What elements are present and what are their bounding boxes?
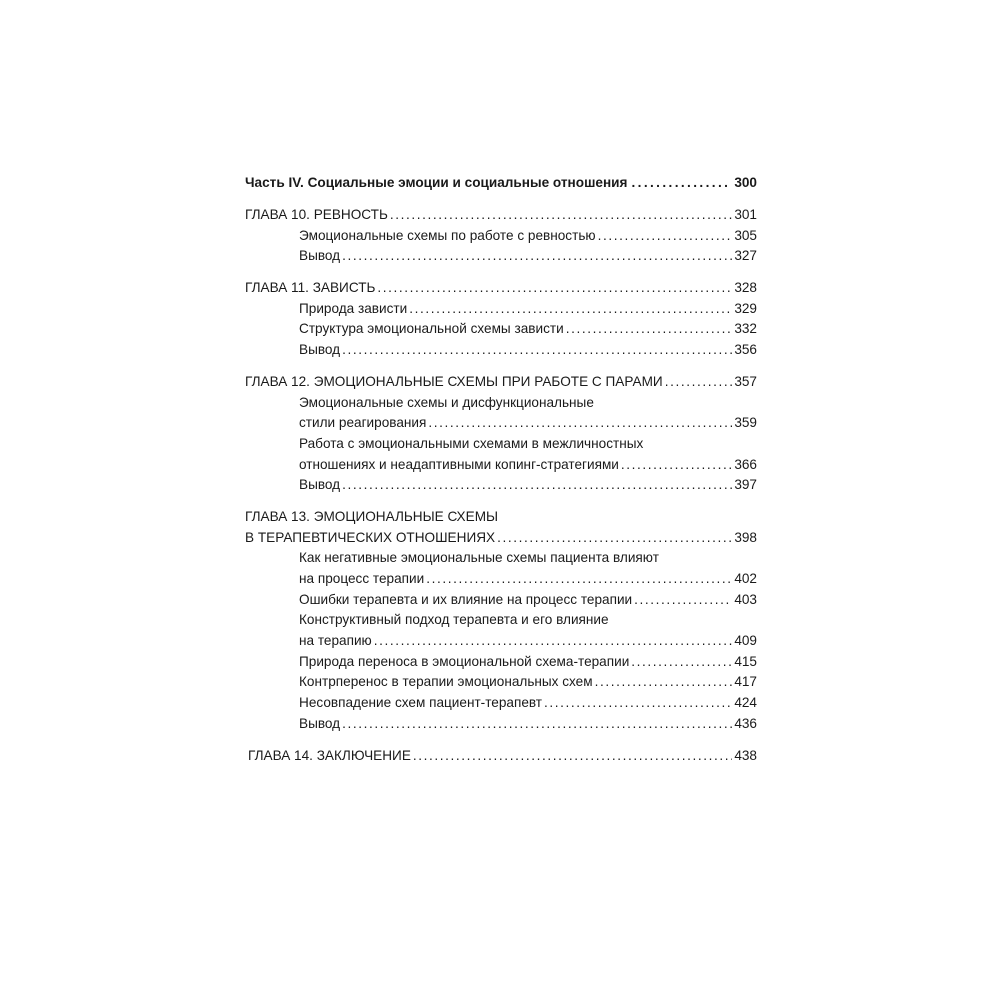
section-title: Природа переноса в эмоциональной схема-терапии xyxy=(299,653,630,669)
section-title: Вывод xyxy=(299,342,341,358)
toc-section xyxy=(245,319,757,340)
page-number: 305 xyxy=(734,227,757,243)
page-number: 403 xyxy=(734,591,757,607)
toc-section xyxy=(245,340,757,361)
dot-leader xyxy=(374,631,733,652)
page-number: 438 xyxy=(734,747,757,763)
section-title: Вывод xyxy=(299,477,341,493)
dot-leader xyxy=(497,528,732,549)
toc-chapter-13-first-line xyxy=(245,507,757,528)
toc-chapter-14 xyxy=(245,746,757,767)
toc-part-heading xyxy=(245,172,757,194)
toc-section-first-line xyxy=(245,393,757,414)
dot-leader xyxy=(413,746,732,767)
toc-section xyxy=(245,631,757,652)
page-number: 356 xyxy=(734,342,757,358)
dot-leader xyxy=(544,693,732,714)
dot-leader xyxy=(426,569,732,590)
page-number: 301 xyxy=(734,207,757,222)
section-title: на терапию xyxy=(299,633,372,649)
section-title: Ошибки терапевта и их влияние на процесс терапии xyxy=(299,591,633,607)
toc-section xyxy=(245,652,757,673)
section-title-line1: Конструктивный подход терапевта и его влияние xyxy=(299,612,609,628)
toc-section xyxy=(245,475,757,496)
page-number: 417 xyxy=(734,674,757,690)
toc-section xyxy=(245,413,757,434)
dot-leader xyxy=(634,590,732,611)
page-number: 397 xyxy=(734,477,757,493)
toc-section xyxy=(245,693,757,714)
page-number: 328 xyxy=(734,280,757,296)
page-number: 329 xyxy=(734,300,757,316)
table-of-contents xyxy=(245,172,757,766)
page-number: 415 xyxy=(734,653,757,669)
chapter-title: ГЛАВА 14. ЗАКЛЮЧЕНИЕ xyxy=(248,747,411,763)
page-number: 436 xyxy=(734,715,757,731)
toc-section xyxy=(245,455,757,476)
toc-chapter-10 xyxy=(245,205,757,226)
section-title: Структура эмоциональной схемы зависти xyxy=(299,321,564,337)
toc-section-first-line xyxy=(245,548,757,569)
toc-section xyxy=(245,299,757,320)
section-title: Эмоциональные схемы по работе с ревностью xyxy=(299,227,596,243)
chapter-title: В ТЕРАПЕВТИЧЕСКИХ ОТНОШЕНИЯХ xyxy=(245,529,496,545)
dot-leader xyxy=(377,278,732,299)
toc-section xyxy=(245,569,757,590)
part-page-number: 300 xyxy=(734,175,757,190)
dot-leader xyxy=(342,714,732,735)
dot-leader xyxy=(409,299,732,320)
dot-leader xyxy=(595,672,733,693)
dot-leader xyxy=(342,340,732,361)
toc-chapter-11 xyxy=(245,278,757,299)
toc-section xyxy=(245,226,757,247)
section-title: Природа зависти xyxy=(299,300,408,316)
part-title: Часть IV. Социальные эмоции и социальные отношения xyxy=(245,175,628,190)
page-number: 332 xyxy=(734,321,757,337)
section-title-line1: Как негативные эмоциональные схемы пациента влияют xyxy=(299,550,659,566)
dot-leader xyxy=(566,319,733,340)
toc-section xyxy=(245,590,757,611)
dot-leader xyxy=(631,652,732,673)
page-number: 398 xyxy=(734,529,757,545)
toc-section xyxy=(245,672,757,693)
dot-leader xyxy=(428,413,732,434)
page-number: 357 xyxy=(734,373,757,389)
page-number: 366 xyxy=(734,456,757,472)
chapter-title: ГЛАВА 11. ЗАВИСТЬ xyxy=(245,280,376,296)
page-number: 424 xyxy=(734,695,757,711)
page-number: 402 xyxy=(734,571,757,586)
dot-leader xyxy=(598,226,733,247)
dot-leader xyxy=(390,205,732,226)
chapter-title: ГЛАВА 10. РЕВНОСТЬ xyxy=(245,207,388,222)
chapter-title: ГЛАВА 12. ЭМОЦИОНАЛЬНЫЕ СХЕМЫ ПРИ РАБОТЕ С ПАРАМИ xyxy=(245,373,663,389)
chapter-title-line1: ГЛАВА 13. ЭМОЦИОНАЛЬНЫЕ СХЕМЫ xyxy=(245,508,499,524)
dot-leader xyxy=(342,246,732,267)
toc-chapter-12 xyxy=(245,372,757,393)
section-title: Вывод xyxy=(299,248,341,264)
section-title: отношениях и неадаптивными копинг-стратегиями xyxy=(299,456,619,472)
page-number: 327 xyxy=(734,248,757,264)
section-title-line1: Эмоциональные схемы и дисфункциональные xyxy=(299,394,594,410)
toc-section-first-line xyxy=(245,610,757,631)
toc-chapter-13 xyxy=(245,528,757,549)
section-title: Несовпадение схем пациент-терапевт xyxy=(299,695,543,711)
dot-leader xyxy=(631,172,730,194)
page-number: 359 xyxy=(734,415,757,431)
dot-leader xyxy=(342,475,732,496)
page-number: 409 xyxy=(734,633,757,649)
dot-leader xyxy=(665,372,733,393)
section-title: Контрперенос в терапии эмоциональных схем xyxy=(299,674,593,690)
toc-section xyxy=(245,714,757,735)
section-title: на процесс терапии xyxy=(299,571,425,586)
section-title: Вывод xyxy=(299,715,341,731)
toc-section-first-line xyxy=(245,434,757,455)
section-title: стили реагирования xyxy=(299,415,427,431)
section-title-line1: Работа с эмоциональными схемами в межличностных xyxy=(299,435,644,451)
dot-leader xyxy=(621,455,732,476)
toc-section xyxy=(245,246,757,267)
